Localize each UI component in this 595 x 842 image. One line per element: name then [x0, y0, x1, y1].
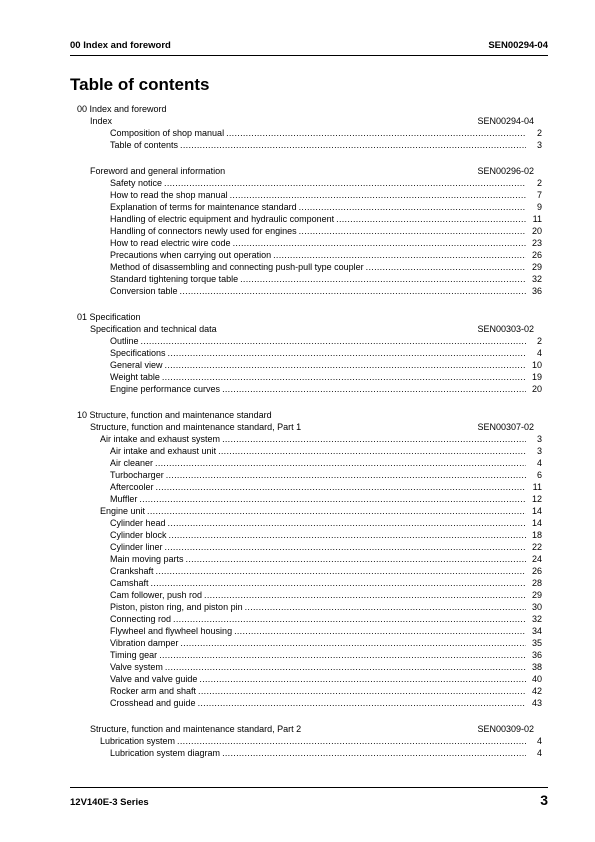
toc-entry[interactable]: [70, 529, 548, 541]
toc-entry[interactable]: [70, 383, 548, 395]
toc-leader-dots: [180, 285, 526, 297]
toc-entry-label: Camshaft: [110, 578, 149, 588]
toc-entry[interactable]: [70, 565, 548, 577]
toc-leader-dots: [168, 347, 526, 359]
toc-document-title: Structure, function and maintenance standard, Part 2: [90, 724, 302, 734]
toc-entry-page: 43: [531, 698, 542, 708]
toc-section-heading: 01 Specification: [77, 312, 141, 322]
toc-leader-dots: [164, 177, 526, 189]
toc-leader-dots: [162, 371, 526, 383]
toc-leader-dots: [245, 601, 526, 613]
toc-document-title: Specification and technical data: [90, 324, 217, 334]
toc-leader-dots: [139, 493, 526, 505]
toc-group-label: Engine unit: [100, 506, 146, 516]
toc-entry-page: 32: [531, 274, 542, 284]
toc-document-code: SEN00303-02: [477, 324, 534, 334]
toc-entry-label: Main moving parts: [110, 554, 184, 564]
toc-entry-page: 18: [531, 530, 542, 540]
toc-entry[interactable]: [70, 335, 548, 347]
toc-entry-page: 36: [531, 286, 542, 296]
toc-document-title: Structure, function and maintenance standard, Part 1: [90, 422, 302, 432]
toc-entry-label: Air intake and exhaust unit: [110, 446, 217, 456]
toc-entry-page: 2: [536, 128, 542, 138]
toc-leader-dots: [165, 541, 526, 553]
toc-entry-page: 11: [532, 482, 542, 492]
toc-entry[interactable]: [70, 541, 548, 553]
toc-entry-label: Safety notice: [110, 178, 163, 188]
toc-entry-label: Cylinder block: [110, 530, 167, 540]
toc-spacer: [70, 297, 548, 311]
toc-entry-page: 23: [531, 238, 542, 248]
toc-entry[interactable]: [70, 225, 548, 237]
toc-section-heading: 10 Structure, function and maintenance standard: [77, 410, 272, 420]
toc-leader-dots: [177, 735, 526, 747]
toc-entry[interactable]: [70, 637, 548, 649]
toc-entry-label: Air cleaner: [110, 458, 154, 468]
toc-entry-page: 35: [531, 638, 542, 648]
toc-entry-page: 14: [531, 518, 542, 528]
toc-entry-label: Handling of electric equipment and hydraulic component: [110, 214, 335, 224]
toc-entry-page: 11: [532, 214, 542, 224]
toc-entry[interactable]: [70, 189, 548, 201]
toc-leader-dots: [168, 517, 526, 529]
footer-rule: [70, 787, 548, 788]
toc-document-code: SEN00294-04: [477, 116, 534, 126]
toc-group-page: 14: [531, 506, 542, 516]
page-title: Table of contents: [70, 75, 210, 94]
toc-entry-label: Explanation of terms for maintenance standard: [110, 202, 297, 212]
toc-leader-dots: [234, 625, 526, 637]
toc-entry-label: How to read the shop manual: [110, 190, 228, 200]
toc-group-page: 3: [536, 434, 542, 444]
toc-entry-page: 12: [531, 494, 542, 504]
toc-leader-dots: [169, 529, 526, 541]
toc-leader-dots: [147, 505, 526, 517]
toc-entry-label: Muffler: [110, 494, 138, 504]
toc-leader-dots: [159, 649, 526, 661]
toc-entry-label: Specifications: [110, 348, 166, 358]
toc-entry-page: 38: [531, 662, 542, 672]
toc-leader-dots: [186, 553, 526, 565]
toc-entry[interactable]: [70, 697, 548, 709]
toc-entry[interactable]: [70, 445, 548, 457]
toc-entry[interactable]: [70, 249, 548, 261]
toc-spacer: [70, 709, 548, 723]
toc-entry-page: 29: [531, 262, 542, 272]
toc-entry-label: Cylinder head: [110, 518, 166, 528]
table-of-contents: [70, 103, 548, 759]
toc-entry[interactable]: [70, 613, 548, 625]
toc-entry-label: Rocker arm and shaft: [110, 686, 197, 696]
toc-entry-page: 40: [531, 674, 542, 684]
toc-entry[interactable]: [70, 469, 548, 481]
toc-leader-dots: [180, 139, 526, 151]
footer-page-number: 3: [540, 792, 548, 808]
toc-entry-label: Outline: [110, 336, 139, 346]
toc-entry-page: 9: [536, 202, 542, 212]
toc-entry[interactable]: [70, 273, 548, 285]
toc-entry-label: Turbocharger: [110, 470, 164, 480]
toc-leader-dots: [336, 213, 526, 225]
toc-spacer: [70, 151, 548, 165]
toc-entry-label: Valve system: [110, 662, 163, 672]
toc-entry-page: 4: [536, 458, 542, 468]
toc-entry-label: Method of disassembling and connecting push-pull type coupler: [110, 262, 364, 272]
header-rule: [70, 55, 548, 56]
toc-entry-page: 26: [531, 566, 542, 576]
toc-entry[interactable]: [70, 457, 548, 469]
toc-leader-dots: [226, 127, 526, 139]
toc-entry[interactable]: [70, 201, 548, 213]
toc-entry-page: 19: [531, 372, 542, 382]
toc-entry[interactable]: [70, 481, 548, 493]
toc-document-title: Index: [90, 116, 113, 126]
toc-entry-page: 36: [531, 650, 542, 660]
toc-leader-dots: [240, 273, 526, 285]
toc-entry-page: 24: [531, 554, 542, 564]
toc-entry-label: Cylinder liner: [110, 542, 163, 552]
toc-leader-dots: [299, 225, 526, 237]
toc-entry-page: 4: [536, 348, 542, 358]
toc-entry[interactable]: [70, 139, 548, 151]
toc-document-entry[interactable]: [70, 165, 548, 177]
toc-leader-dots: [198, 685, 526, 697]
toc-entry[interactable]: [70, 577, 548, 589]
toc-entry-page: 42: [531, 686, 542, 696]
toc-leader-dots: [156, 565, 526, 577]
toc-entry[interactable]: [70, 237, 548, 249]
toc-leader-dots: [141, 335, 526, 347]
toc-leader-dots: [199, 673, 526, 685]
toc-document-title: Foreword and general information: [90, 166, 226, 176]
toc-entry-page: 3: [536, 140, 542, 150]
toc-entry-label: Valve and valve guide: [110, 674, 198, 684]
toc-entry-page: 30: [531, 602, 542, 612]
toc-leader-dots: [218, 445, 526, 457]
toc-leader-dots: [166, 469, 526, 481]
toc-entry-label: Cam follower, push rod: [110, 590, 203, 600]
toc-entry-page: 28: [531, 578, 542, 588]
toc-leader-dots: [156, 481, 526, 493]
toc-entry[interactable]: [70, 601, 548, 613]
toc-document-code: SEN00307-02: [477, 422, 534, 432]
toc-leader-dots: [273, 249, 526, 261]
toc-document-code: SEN00309-02: [477, 724, 534, 734]
toc-leader-dots: [198, 697, 526, 709]
toc-entry-page: 29: [531, 590, 542, 600]
toc-leader-dots: [299, 201, 526, 213]
toc-entry-page: 2: [536, 178, 542, 188]
toc-leader-dots: [155, 457, 526, 469]
toc-entry[interactable]: [70, 589, 548, 601]
toc-document-entry[interactable]: [70, 115, 548, 127]
toc-entry[interactable]: [70, 673, 548, 685]
page-header: [70, 40, 548, 52]
toc-entry-label: Flywheel and flywheel housing: [110, 626, 233, 636]
toc-leader-dots: [230, 189, 526, 201]
toc-leader-dots: [165, 359, 526, 371]
toc-entry-page: 32: [531, 614, 542, 624]
toc-entry-page: 2: [536, 336, 542, 346]
toc-document-code: SEN00296-02: [477, 166, 534, 176]
toc-entry-page: 6: [536, 470, 542, 480]
toc-entry-page: 10: [531, 360, 542, 370]
toc-group-entry[interactable]: [70, 735, 548, 747]
toc-entry[interactable]: [70, 347, 548, 359]
toc-document-entry[interactable]: [70, 323, 548, 335]
toc-entry-label: Timing gear: [110, 650, 158, 660]
toc-group-entry[interactable]: [70, 505, 548, 517]
toc-entry[interactable]: [70, 371, 548, 383]
toc-entry-page: 7: [536, 190, 542, 200]
toc-entry-label: Engine performance curves: [110, 384, 221, 394]
toc-leader-dots: [151, 577, 526, 589]
toc-entry[interactable]: [70, 685, 548, 697]
toc-entry-page: 34: [531, 626, 542, 636]
toc-entry-page: 4: [536, 748, 542, 758]
toc-leader-dots: [233, 237, 526, 249]
toc-entry-page: 22: [531, 542, 542, 552]
toc-entry[interactable]: [70, 747, 548, 759]
toc-leader-dots: [173, 613, 526, 625]
toc-group-page: 4: [536, 736, 542, 746]
header-doc-code: SEN00294-04: [488, 40, 548, 51]
toc-leader-dots: [222, 383, 526, 395]
toc-leader-dots: [366, 261, 526, 273]
toc-leader-dots: [222, 433, 526, 445]
toc-entry-label: Composition of shop manual: [110, 128, 225, 138]
toc-group-label: Air intake and exhaust system: [100, 434, 221, 444]
toc-entry[interactable]: [70, 625, 548, 637]
toc-entry[interactable]: [70, 127, 548, 139]
toc-spacer: [70, 395, 548, 409]
toc-leader-dots: [222, 747, 526, 759]
footer-series: 12V140E-3 Series: [70, 797, 149, 808]
toc-entry-page: 20: [531, 384, 542, 394]
toc-entry-label: Standard tightening torque table: [110, 274, 239, 284]
toc-entry[interactable]: [70, 261, 548, 273]
toc-document-entry[interactable]: [70, 723, 548, 735]
toc-entry-label: Crankshaft: [110, 566, 154, 576]
toc-document-entry[interactable]: [70, 421, 548, 433]
toc-entry[interactable]: [70, 359, 548, 371]
toc-leader-dots: [204, 589, 526, 601]
toc-entry-label: Weight table: [110, 372, 160, 382]
toc-entry[interactable]: [70, 649, 548, 661]
toc-entry[interactable]: [70, 213, 548, 225]
toc-entry-label: Piston, piston ring, and piston pin: [110, 602, 243, 612]
header-section-title: 00 Index and foreword: [70, 40, 171, 51]
toc-entry-label: Aftercooler: [110, 482, 154, 492]
toc-entry-label: Handling of connectors newly used for engines: [110, 226, 297, 236]
toc-entry-label: Table of contents: [110, 140, 179, 150]
toc-group-entry[interactable]: [70, 433, 548, 445]
toc-entry-page: 26: [531, 250, 542, 260]
toc-entry[interactable]: [70, 177, 548, 189]
toc-entry-label: General view: [110, 360, 163, 370]
toc-entry-label: Lubrication system diagram: [110, 748, 221, 758]
toc-entry-label: Conversion table: [110, 286, 178, 296]
toc-section-heading: 00 Index and foreword: [77, 104, 167, 114]
toc-entry-label: Connecting rod: [110, 614, 172, 624]
toc-entry-label: Vibration damper: [110, 638, 179, 648]
toc-entry-page: 20: [531, 226, 542, 236]
toc-entry[interactable]: [70, 661, 548, 673]
toc-leader-dots: [165, 661, 526, 673]
toc-entry-label: Precautions when carrying out operation: [110, 250, 272, 260]
toc-entry-page: 3: [536, 446, 542, 456]
toc-entry[interactable]: [70, 553, 548, 565]
toc-leader-dots: [180, 637, 526, 649]
toc-entry[interactable]: [70, 517, 548, 529]
toc-entry[interactable]: [70, 493, 548, 505]
toc-group-label: Lubrication system: [100, 736, 176, 746]
toc-entry-label: How to read electric wire code: [110, 238, 231, 248]
toc-entry-label: Crosshead and guide: [110, 698, 196, 708]
toc-entry[interactable]: [70, 285, 548, 297]
